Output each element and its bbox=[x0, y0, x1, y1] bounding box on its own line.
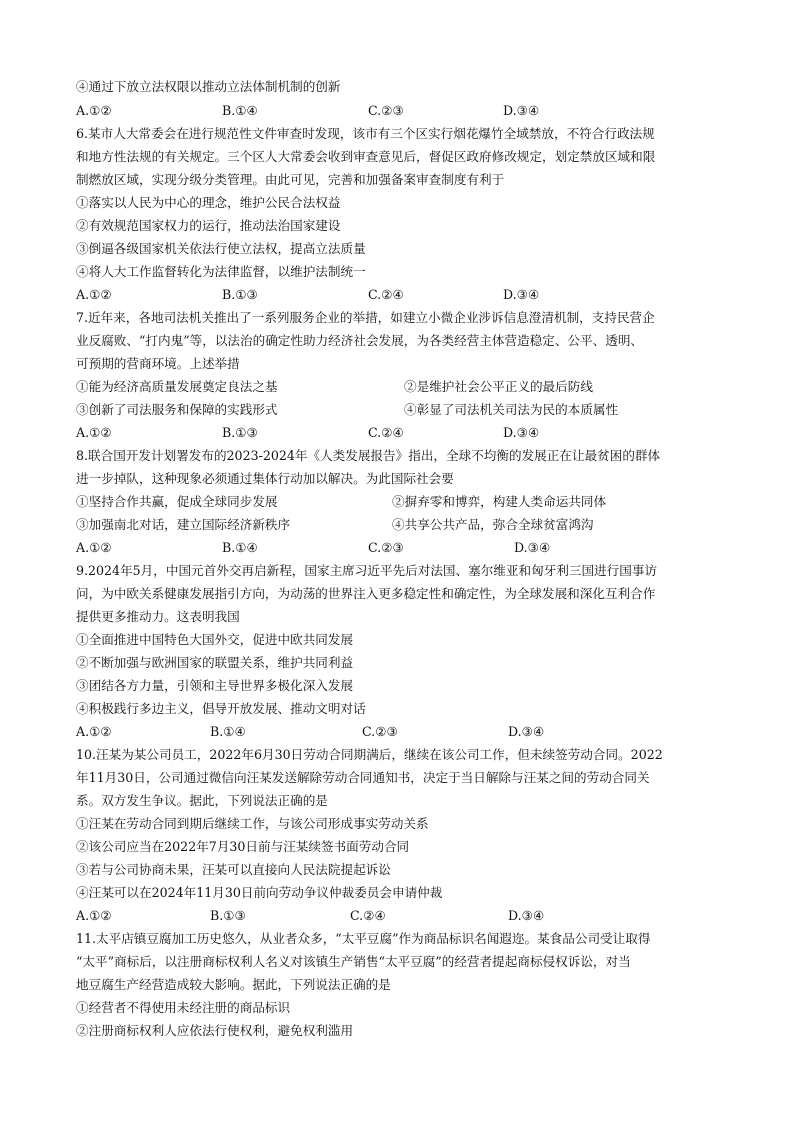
choice-b[interactable]: B.①④ bbox=[222, 103, 258, 118]
q11-option-1: ①经营者不得使用未经注册的商品标识 bbox=[76, 1000, 291, 1015]
choice-b[interactable]: B.①④ bbox=[222, 540, 258, 555]
q9-stem-2: 问，为中欧关系健康发展指引方向，为动荡的世界注入更多稳定性和确定性，为全球发展和深化互利合作 bbox=[76, 586, 656, 601]
q11-stem-2: “太平”商标后，以注册商标权利人名义对该镇生产销售“太平豆腐”的经营者提起商标侵权诉讼，对当 bbox=[76, 954, 631, 969]
q7-option-4: ④彰显了司法机关司法为民的本质属性 bbox=[404, 402, 619, 417]
choice-a[interactable]: A.①② bbox=[76, 908, 112, 923]
q5-option-4: ④通过下放立法权限以推动立法体制机制的创新 bbox=[76, 79, 341, 94]
q10-option-4: ④汪某可以在2024年11月30日前向劳动争议仲裁委员会申请仲裁 bbox=[76, 885, 443, 900]
choice-d[interactable]: D.③④ bbox=[503, 103, 540, 118]
choice-c[interactable]: C.②③ bbox=[368, 540, 404, 555]
q6-option-3: ③倒逼各级国家机关依法行使立法权，提高立法质量 bbox=[76, 241, 366, 256]
choice-b[interactable]: B.①③ bbox=[222, 287, 258, 302]
q8-stem-1: 8.联合国开发计划署发布的2023-2024年《人类发展报告》指出，全球不均衡的发展正在让最贫困的群体 bbox=[76, 448, 661, 463]
q6-option-2: ②有效规范国家权力的运行，推动法治国家建设 bbox=[76, 218, 341, 233]
choice-b[interactable]: B.①③ bbox=[222, 425, 258, 440]
choice-d[interactable]: D.③④ bbox=[514, 540, 551, 555]
q8-option-2: ②摒弃零和博弈，构建人类命运共同体 bbox=[392, 494, 607, 509]
choice-a[interactable]: A.①② bbox=[76, 724, 112, 739]
q10-option-3: ③若与公司协商未果，汪某可以直接向人民法院提起诉讼 bbox=[76, 862, 391, 877]
choice-c[interactable]: C.②③ bbox=[362, 724, 398, 739]
q9-option-2: ②不断加强与欧洲国家的联盟关系，维护共同利益 bbox=[76, 655, 354, 670]
choice-d[interactable]: D.③④ bbox=[503, 287, 540, 302]
choice-c[interactable]: C.②④ bbox=[350, 908, 386, 923]
q9-option-3: ③团结各方力量，引领和主导世界多极化深入发展 bbox=[76, 678, 354, 693]
q10-stem-2: 年11月30日，公司通过微信向汪某发送解除劳动合同通知书，决定于当日解除与汪某之间的劳动合同关 bbox=[76, 770, 650, 785]
q6-option-4: ④将人大工作监督转化为法律监督，以维护法制统一 bbox=[76, 264, 366, 279]
q8-option-1: ①坚持合作共赢，促成全球同步发展 bbox=[76, 494, 278, 509]
q9-option-4: ④积极践行多边主义，倡导开放发展、推动文明对话 bbox=[76, 701, 366, 716]
choice-c[interactable]: C.②④ bbox=[368, 425, 404, 440]
q8-stem-2: 进一步掉队，这种现象必须通过集体行动加以解决。为此国际社会要 bbox=[76, 471, 454, 486]
q6-stem-2: 和地方性法规的有关规定。三个区人大常委会收到审查意见后，督促区政府修改规定，划定禁放区域和限 bbox=[76, 149, 656, 164]
q7-option-3: ③创新了司法服务和保障的实践形式 bbox=[76, 402, 278, 417]
q7-option-1: ①能为经济高质量发展奠定良法之基 bbox=[76, 379, 278, 394]
choice-d[interactable]: D.③④ bbox=[508, 908, 545, 923]
choice-c[interactable]: C.②③ bbox=[368, 103, 404, 118]
choice-b[interactable]: B.①④ bbox=[210, 724, 246, 739]
q7-stem-1: 7.近年来，各地司法机关推出了一系列服务企业的举措，如建立小微企业涉诉信息澄清机制，支持民营企 bbox=[76, 310, 655, 325]
choice-d[interactable]: D.③④ bbox=[503, 425, 540, 440]
q9-stem-1: 9.2024年5月，中国元首外交再启新程，国家主席习近平先后对法国、塞尔维亚和匈牙利三国进行国事访 bbox=[76, 563, 658, 578]
q10-option-1: ①汪某在劳动合同到期后继续工作，与该公司形成事实劳动关系 bbox=[76, 816, 429, 831]
q7-stem-3: 可预期的营商环境。上述举措 bbox=[76, 356, 240, 371]
choice-c[interactable]: C.②④ bbox=[368, 287, 404, 302]
choice-a[interactable]: A.①② bbox=[76, 103, 112, 118]
q7-option-2: ②是维护社会公平正义的最后防线 bbox=[404, 379, 593, 394]
choice-a[interactable]: A.①② bbox=[76, 425, 112, 440]
q6-stem-1: 6.某市人大常委会在进行规范性文件审查时发现，该市有三个区实行烟花爆竹全域禁放，不符合行政法规 bbox=[76, 126, 655, 141]
q11-stem-3: 地豆腐生产经营造成较大影响。据此，下列说法正确的是 bbox=[76, 977, 391, 992]
choice-a[interactable]: A.①② bbox=[76, 287, 112, 302]
q8-option-3: ③加强南北对话，建立国际经济新秩序 bbox=[76, 517, 291, 532]
q7-stem-2: 业反腐败、“打内鬼”等，以法治的确定性助力经济社会发展，为各类经营主体营造稳定、公平、透明、 bbox=[76, 333, 644, 348]
choice-a[interactable]: A.①② bbox=[76, 540, 112, 555]
q10-stem-1: 10.汪某为某公司员工，2022年6月30日劳动合同期满后，继续在该公司工作，但未续签劳动合同。2022 bbox=[76, 747, 663, 762]
q9-stem-3: 提供更多推动力。这表明我国 bbox=[76, 609, 240, 624]
q10-stem-3: 系。双方发生争议。据此，下列说法正确的是 bbox=[76, 793, 328, 808]
q6-option-1: ①落实以人民为中心的理念，维护公民合法权益 bbox=[76, 195, 341, 210]
q10-option-2: ②该公司应当在2022年7月30日前与汪某续签书面劳动合同 bbox=[76, 839, 410, 854]
q11-stem-1: 11.太平店镇豆腐加工历史悠久，从业者众多，“太平豆腐”作为商品标识名闻遐迩。某食品公司受让取得 bbox=[76, 931, 651, 946]
q9-option-1: ①全面推进中国特色大国外交，促进中欧共同发展 bbox=[76, 632, 354, 647]
q8-option-4: ④共享公共产品，弥合全球贫富鸿沟 bbox=[392, 517, 594, 532]
choice-d[interactable]: D.③④ bbox=[508, 724, 545, 739]
q6-stem-3: 制燃放区域，实现分级分类管理。由此可见，完善和加强备案审查制度有利于 bbox=[76, 172, 505, 187]
choice-b[interactable]: B.①③ bbox=[210, 908, 246, 923]
q11-option-2: ②注册商标权利人应依法行使权利，避免权利滥用 bbox=[76, 1023, 354, 1038]
